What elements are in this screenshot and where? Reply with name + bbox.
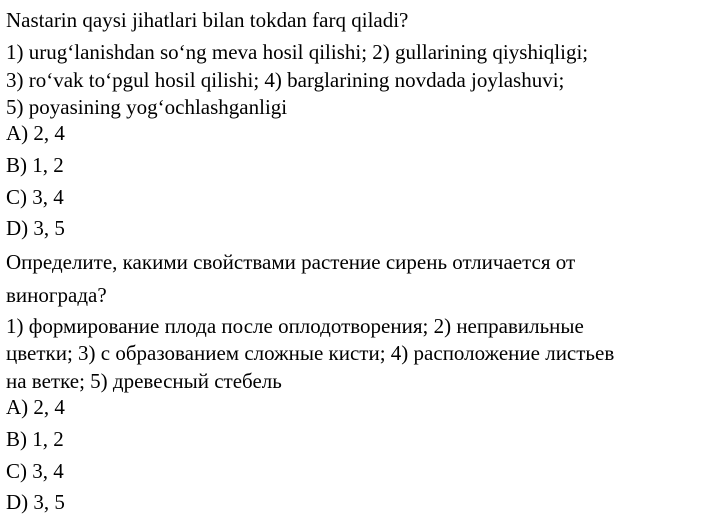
ru-option-a: A) 2, 4 bbox=[6, 395, 65, 419]
ru-option-b: B) 1, 2 bbox=[6, 427, 64, 451]
uz-option-a: A) 2, 4 bbox=[6, 121, 65, 145]
uz-option-c: C) 3, 4 bbox=[6, 185, 64, 209]
uz-statement-line-2: 3) ro‘vak to‘pgul hosil qilishi; 4) barglarining novdada joylashuvi; bbox=[6, 68, 565, 92]
uz-statement-line-3: 5) poyasining yog‘ochlashganligi bbox=[6, 95, 288, 119]
ru-statement-line-2: цветки; 3) с образованием сложные кисти; 4) расположение листьев bbox=[6, 341, 615, 365]
uz-option-b: B) 1, 2 bbox=[6, 153, 64, 177]
ru-statement-line-3: на ветке; 5) древесный стебель bbox=[6, 369, 282, 393]
ru-option-d: D) 3, 5 bbox=[6, 490, 65, 514]
uz-question-text: Nastarin qaysi jihatlari bilan tokdan farq qiladi? bbox=[6, 8, 409, 32]
uz-statement-line-1: 1) urug‘lanishdan so‘ng meva hosil qilishi; 2) gullarining qiyshiqligi; bbox=[6, 40, 589, 64]
ru-statement-line-1: 1) формирование плода после оплодотворения; 2) неправильные bbox=[6, 314, 584, 338]
ru-question-line-1: Определите, какими свойствами растение сирень отличается от bbox=[6, 250, 576, 274]
ru-option-c: C) 3, 4 bbox=[6, 459, 64, 483]
uz-option-d: D) 3, 5 bbox=[6, 216, 65, 240]
ru-question-line-2: винограда? bbox=[6, 283, 107, 307]
